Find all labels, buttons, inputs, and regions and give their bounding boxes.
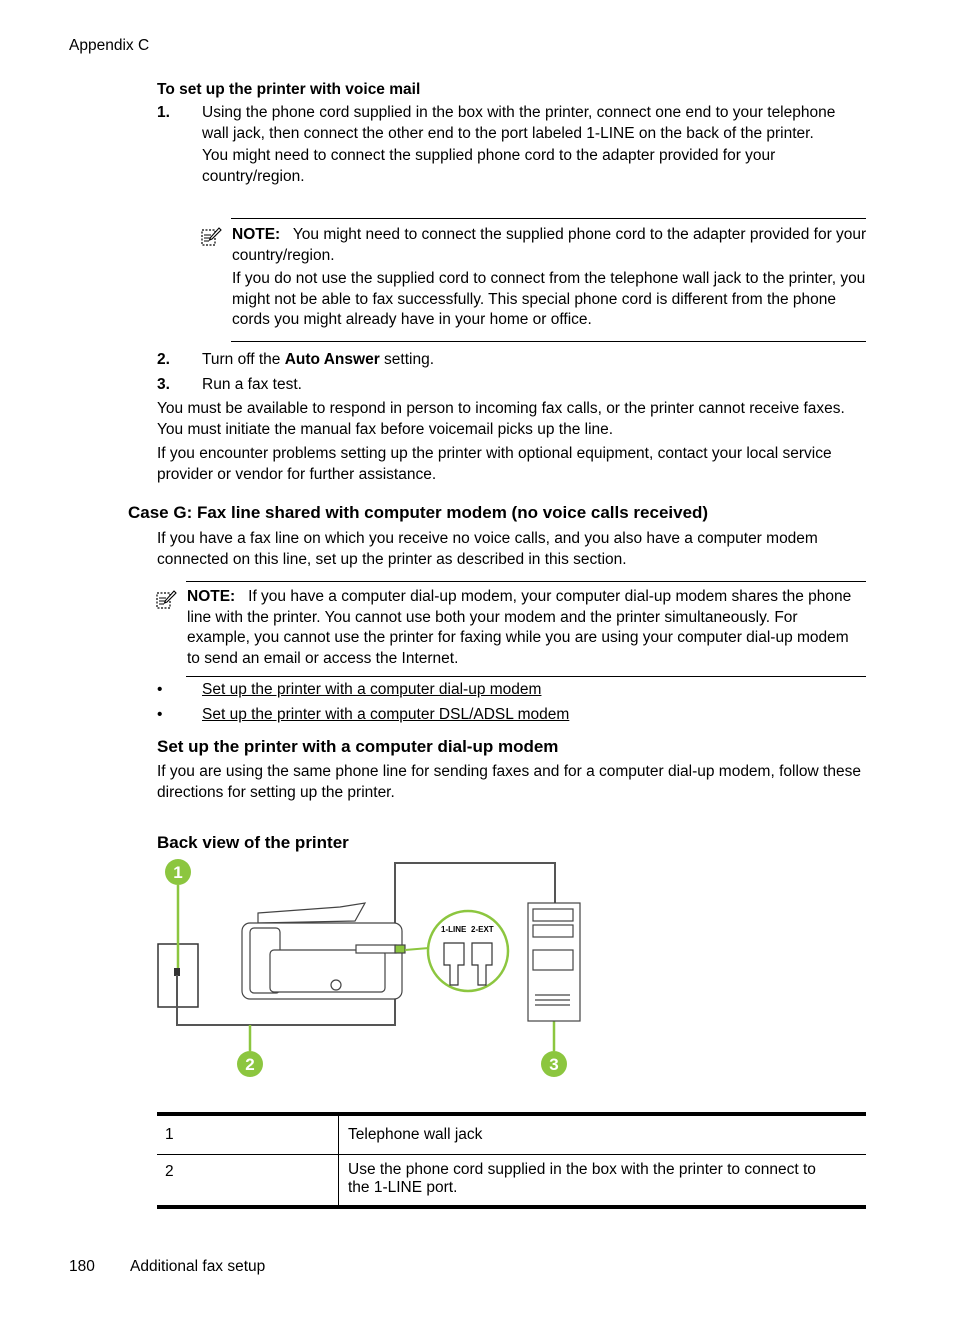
running-head: Appendix C	[69, 37, 150, 54]
step-2-pre: Turn off the	[202, 351, 285, 368]
footer-section: Additional fax setup	[130, 1258, 266, 1275]
figure-title: Back view of the printer	[157, 833, 349, 852]
dsl-modem-link[interactable]: Set up the printer with a computer DSL/ADSL modem	[202, 706, 570, 723]
callout-2	[237, 1051, 263, 1077]
auto-answer-setting: Auto Answer	[284, 351, 380, 368]
case-g-note-top-rule	[186, 581, 866, 582]
port-label-1-line: 1-LINE	[441, 925, 467, 934]
case-g-heading: Case G: Fax line shared with computer modem (no voice calls received)	[128, 503, 709, 522]
link-bullet: •	[157, 706, 163, 723]
case-g-note-text: If you have a computer dial-up modem, your computer dial-up modem shares the phone line with the printer. You cannot use both your modem and the printer simultaneously. For example, you cannot use the printer for faxing while you are using your computer dial-up modem to send an email or access the Internet.	[187, 588, 852, 667]
note-bottom-rule	[231, 341, 866, 342]
step-1-subtext: You might need to connect the supplied phone cord to the adapter provided for your country/region.	[202, 147, 776, 185]
step-2-number: 2.	[157, 351, 170, 368]
svg-text:3: 3	[549, 1055, 559, 1074]
legend-num: 2	[157, 1154, 339, 1207]
printer-back-view-figure	[150, 855, 600, 1085]
step-3-text: Run a fax test.	[202, 376, 302, 393]
dialup-heading: Set up the printer with a computer dial-up modem	[157, 737, 559, 756]
note-text-2: If you do not use the supplied cord to connect from the telephone wall jack to the printer, you might not be able to fax successfully. This special phone cord is different from the phone cords you might already have in your home or office.	[232, 270, 866, 328]
case-g-note-bottom-rule	[186, 676, 866, 677]
port-label-2-ext: 2-EXT	[471, 925, 494, 934]
step-1-text: Using the phone cord supplied in the box with the printer, connect one end to your telephone wall jack, then connect the other end to the port labeled 1-LINE on the back of the printer.	[202, 104, 836, 142]
voice-mail-heading: To set up the printer with voice mail	[157, 81, 421, 98]
svg-text:1: 1	[173, 863, 183, 882]
step-2	[202, 350, 434, 371]
step-1	[202, 103, 862, 187]
table-row	[157, 1114, 866, 1154]
link-bullet: •	[157, 681, 163, 698]
page-number: 180	[69, 1258, 95, 1275]
case-g-note-label: NOTE:	[187, 588, 236, 605]
note-body	[232, 225, 868, 331]
dialup-intro: If you are using the same phone line for sending faxes and for a computer dial-up modem, follow these directions for setting up the printer.	[157, 763, 861, 801]
step-2-post: setting.	[379, 351, 435, 368]
case-g-note-body	[187, 587, 862, 669]
step-1-number: 1.	[157, 104, 170, 121]
table-row	[157, 1154, 866, 1207]
note-text: You might need to connect the supplied phone cord to the adapter provided for your country/region.	[232, 226, 867, 264]
note-icon	[155, 589, 177, 611]
note-label: NOTE:	[232, 226, 281, 243]
legend-num: 1	[157, 1114, 339, 1154]
legend-table	[157, 1112, 866, 1209]
dialup-modem-link[interactable]: Set up the printer with a computer dial-up modem	[202, 681, 542, 698]
callout-3	[541, 1051, 567, 1077]
callout-1	[165, 859, 191, 885]
legend-desc: Telephone wall jack	[339, 1114, 867, 1154]
printer	[242, 903, 405, 999]
note-top-rule	[231, 218, 866, 219]
legend-desc: Use the phone cord supplied in the box with the printer to connect to the 1-LINE port.	[339, 1154, 867, 1207]
svg-text:2: 2	[245, 1055, 255, 1074]
note-icon	[200, 226, 222, 248]
problems-paragraph: If you encounter problems setting up the printer with optional equipment, contact your local service provider or vendor for further assistance.	[157, 445, 832, 483]
computer-tower	[528, 903, 580, 1021]
port-zoom-circle	[428, 911, 508, 991]
case-g-intro: If you have a fax line on which you receive no voice calls, and you also have a computer modem connected on this line, set up the printer as described in this section.	[157, 530, 818, 568]
step-3-number: 3.	[157, 376, 170, 393]
availability-paragraph: You must be available to respond in person to incoming fax calls, or the printer cannot receive faxes. You must initiate the manual fax before voicemail picks up the line.	[157, 400, 845, 438]
